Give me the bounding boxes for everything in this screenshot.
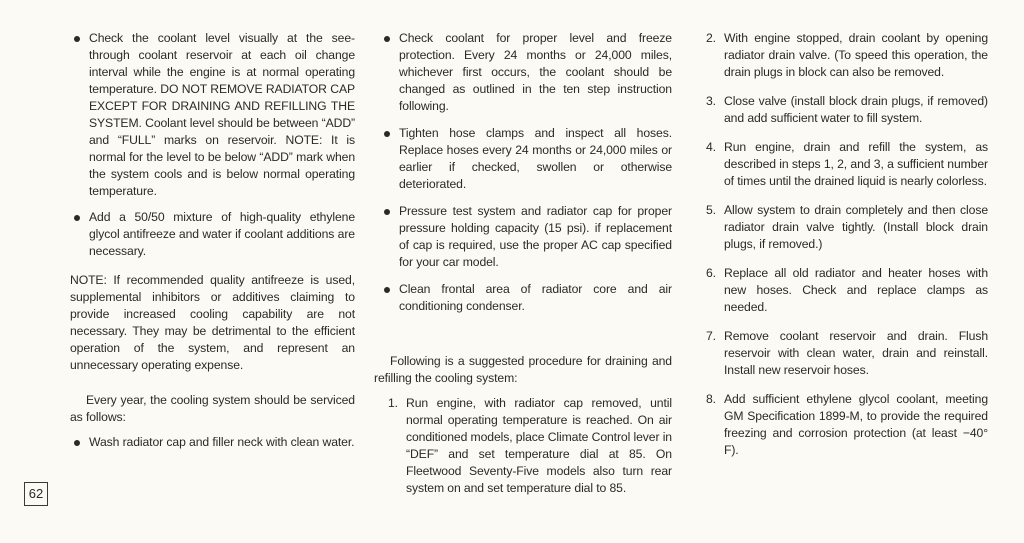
procedure-intro: Following is a suggested procedure for draining and refilling the cooling system: bbox=[374, 354, 672, 385]
bullet-add-mixture: Add a 50/50 mixture of high-quality ethylene glycol antifreeze and water if coolant additions are necessary. bbox=[70, 209, 355, 260]
step-number: 6. bbox=[706, 266, 716, 280]
step-text: With engine stopped, drain coolant by opening radiator drain valve. (To speed this operation, the drain plugs in block can also be removed. bbox=[724, 31, 988, 79]
step-5 bbox=[700, 202, 988, 253]
step-text: Allow system to drain completely and then close radiator drain valve tightly. (Install block drain plugs, if removed.) bbox=[724, 203, 988, 251]
bullet-clean-frontal-area: Clean frontal area of radiator core and air conditioning condenser. bbox=[380, 281, 672, 315]
bullet-wash-radiator-cap: Wash radiator cap and filler neck with clean water. bbox=[70, 434, 355, 451]
step-4 bbox=[700, 139, 988, 190]
bullet-check-coolant-protection: Check coolant for proper level and freeze protection. Every 24 months or 24,000 miles, whichever first occurs, the coolant should be changed as outlined in the ten step instruction following. bbox=[380, 30, 672, 115]
bullet-tighten-hose-clamps: Tighten hose clamps and inspect all hoses. Replace hoses every 24 months or 24,000 miles or earlier if checked, swollen or otherwise deteriorated. bbox=[380, 125, 672, 193]
yearly-service-intro: Every year, the cooling system should be serviced as follows: bbox=[70, 393, 355, 424]
page-number: 62 bbox=[24, 482, 48, 506]
step-text: Add sufficient ethylene glycol coolant, meeting GM Specification 1899-M, to provide the required freezing and corrosion protection (at least −40° F). bbox=[724, 392, 988, 457]
step-6 bbox=[700, 265, 988, 316]
column-3 bbox=[700, 30, 988, 469]
step-text: Close valve (install block drain plugs, if removed) and add sufficient water to fill system. bbox=[724, 94, 988, 125]
step-number: 1. bbox=[388, 396, 398, 410]
step-text: Remove coolant reservoir and drain. Flush reservoir with clean water, drain and reinstall. Install new reservoir hoses. bbox=[724, 329, 988, 377]
step-number: 2. bbox=[706, 31, 716, 45]
step-text: Run engine, with radiator cap removed, until normal operating temperature is reached. On air conditioned models, place Climate Control lever in “DEF” and set temperature dial at 85. On Fleetwood Seventy-Five models also turn rear system on and set temperature dial to 85. bbox=[406, 396, 672, 495]
step-7 bbox=[700, 328, 988, 379]
step-number: 7. bbox=[706, 329, 716, 343]
step-number: 8. bbox=[706, 392, 716, 406]
step-3 bbox=[700, 93, 988, 127]
step-1 bbox=[374, 395, 672, 497]
column-1 bbox=[70, 30, 355, 460]
antifreeze-note: NOTE: If recommended quality antifreeze is used, supplemental inhibitors or additives claiming to provide increased cooling capability are not necessary. They may be detrimental to the efficient operation of the system, and represent an unnecessary operating expense. bbox=[70, 273, 355, 372]
bullet-check-coolant-level: Check the coolant level visually at the see-through coolant reservoir at each oil change interval while the engine is at normal operating temperature. DO NOT REMOVE RADIATOR CAP EXCEPT FOR DRAINING AND REFILLING THE SYSTEM. Coolant level should be between “ADD” and “FULL” marks on reservoir. NOTE: It is normal for the level to be below “ADD” mark when the system cools and is below normal operating temperature. bbox=[70, 30, 355, 200]
column-2 bbox=[374, 30, 672, 507]
step-text: Replace all old radiator and heater hoses with new hoses. Check and replace clamps as needed. bbox=[724, 266, 988, 314]
step-number: 5. bbox=[706, 203, 716, 217]
step-8 bbox=[700, 391, 988, 459]
step-number: 3. bbox=[706, 94, 716, 108]
step-2 bbox=[700, 30, 988, 81]
step-text: Run engine, drain and refill the system, as described in steps 1, 2, and 3, a sufficient number of times until the drained liquid is nearly colorless. bbox=[724, 140, 988, 188]
bullet-pressure-test: Pressure test system and radiator cap for proper pressure holding capacity (15 psi). if replacement of cap is required, use the proper AC cap specified for your car model. bbox=[380, 203, 672, 271]
step-number: 4. bbox=[706, 140, 716, 154]
